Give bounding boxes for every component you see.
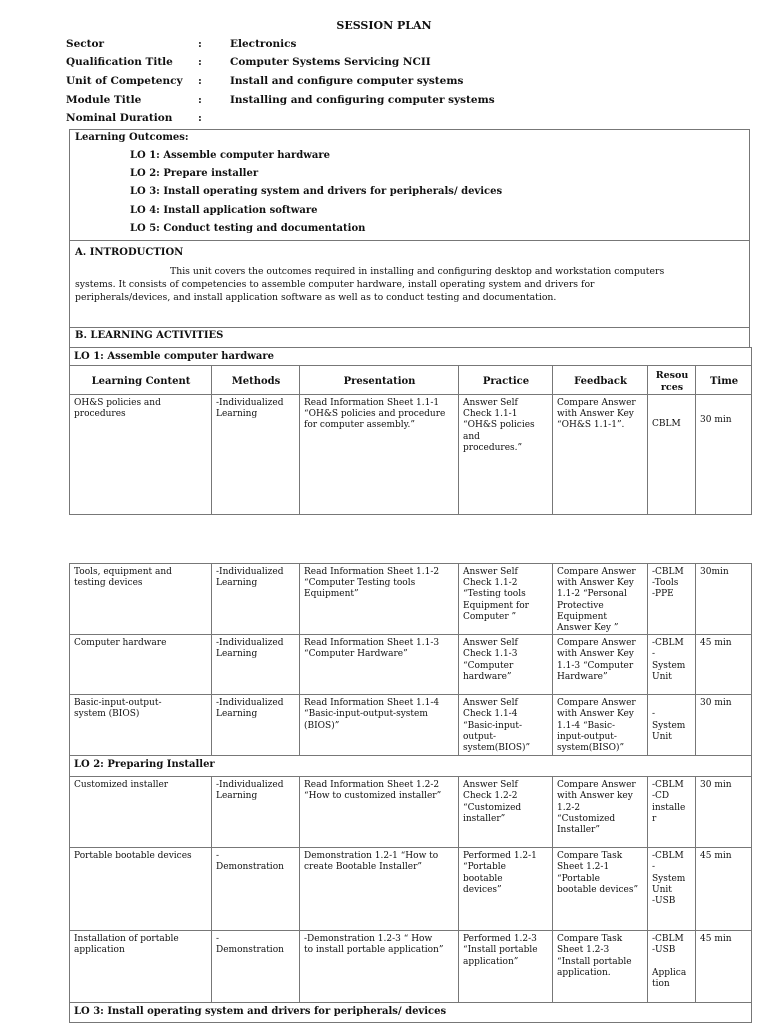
intro-line: peripherals/devices, and install application software as well as to conduct testing and documentation. (75, 292, 557, 303)
cell-time: 30 min (696, 695, 752, 756)
cell-methods: -Individualized Learning (212, 695, 300, 756)
cell-feedback: Compare Answer with Answer key 1.2-2 “Customized Installer” (553, 777, 648, 848)
cell-resources: -CBLM - System Unit -USB (648, 848, 696, 931)
cell-presentation: Read Information Sheet 1.1-3 “Computer Hardware” (300, 635, 459, 695)
cell-time: 45 min (696, 931, 752, 1003)
cell-content: Customized installer (70, 777, 212, 848)
cell-practice: Answer Self Check 1.2-2 “Customized installer” (459, 777, 553, 848)
cell-presentation: Read Information Sheet 1.1-1 “OH&S policies and procedure for computer assembly.” (300, 395, 459, 515)
cell-time: 45 min (696, 635, 752, 695)
table-row (70, 564, 752, 635)
cell-resources: -CBLM -CD installe r (648, 777, 696, 848)
header-presentation: Presentation (300, 366, 459, 395)
cell-methods: -Individualized Learning (212, 395, 300, 515)
meta-colon: : (198, 112, 202, 124)
learning-outcomes-box (69, 129, 750, 241)
cell-feedback: Compare Answer with Answer Key 1.1-4 “Basic- input-output- system(BISO)” (553, 695, 648, 756)
header-learning-content: Learning Content (70, 366, 212, 395)
meta-colon: : (198, 75, 202, 87)
cell-presentation: Read Information Sheet 1.1-4 “Basic-input-output-system (BIOS)” (300, 695, 459, 756)
header-time: Time (696, 366, 752, 395)
cell-resources: -CBLM -USB Applica tion (648, 931, 696, 1003)
cell-presentation: Demonstration 1.2-1 “How to create Bootable Installer” (300, 848, 459, 931)
cell-content: Tools, equipment and testing devices (70, 564, 212, 635)
meta-label: Unit of Competency (66, 75, 183, 87)
cell-time: 45 min (696, 848, 752, 931)
cell-presentation: -Demonstration 1.2-3 “ How to install portable application” (300, 931, 459, 1003)
table-row (70, 635, 752, 695)
cell-time: 30min (696, 564, 752, 635)
cell-time: 30 min (696, 395, 752, 515)
header-resources: Resou rces (648, 366, 696, 395)
outcome-item: LO 4: Install application software (130, 205, 318, 216)
cell-practice: Answer Self Check 1.1-4 “Basic-input- output- system(BIOS)” (459, 695, 553, 756)
lo1-title: LO 1: Assemble computer hardware (70, 348, 752, 366)
cell-content: Computer hardware (70, 635, 212, 695)
cell-methods: -Individualized Learning (212, 777, 300, 848)
cell-resources: -CBLM - System Unit (648, 635, 696, 695)
cell-practice: Answer Self Check 1.1-1 “OH&S policies and procedures.” (459, 395, 553, 515)
cell-content: Portable bootable devices (70, 848, 212, 931)
lo3-title: LO 3: Install operating system and drivers for peripherals/ devices (70, 1003, 752, 1023)
outcome-item: LO 2: Prepare installer (130, 168, 259, 179)
cell-methods: -Individualized Learning (212, 564, 300, 635)
cell-feedback: Compare Answer with Answer Key 1.1-2 “Personal Protective Equipment Answer Key ” (553, 564, 648, 635)
cell-practice: Performed 1.2-1 “Portable bootable devices” (459, 848, 553, 931)
meta-colon: : (198, 38, 202, 50)
cell-time: 30 min (696, 777, 752, 848)
table-row (70, 395, 752, 515)
meta-colon: : (198, 94, 202, 106)
activities-heading: B. LEARNING ACTIVITIES (75, 330, 224, 341)
meta-value: Computer Systems Servicing NCII (230, 56, 431, 68)
cell-content: Basic-input-output- system (BIOS) (70, 695, 212, 756)
cell-presentation: Read Information Sheet 1.1-2 “Computer Testing tools Equipment” (300, 564, 459, 635)
lo1-table (69, 347, 752, 515)
lo2-title: LO 2: Preparing Installer (70, 756, 752, 777)
introduction-heading: A. INTRODUCTION (75, 247, 184, 258)
outcome-item: LO 5: Conduct testing and documentation (130, 223, 366, 234)
learning-activities-box (69, 327, 750, 348)
cell-feedback: Compare Task Sheet 1.2-1 “Portable bootable devices” (553, 848, 648, 931)
header-feedback: Feedback (553, 366, 648, 395)
header-practice: Practice (459, 366, 553, 395)
outcome-item: LO 3: Install operating system and drivers for peripherals/ devices (130, 186, 503, 197)
table-row (70, 931, 752, 1003)
outcome-item: LO 1: Assemble computer hardware (130, 150, 331, 161)
cell-feedback: Compare Answer with Answer Key 1.1-3 “Computer Hardware” (553, 635, 648, 695)
cell-practice: Answer Self Check 1.1-2 “Testing tools Equipment for Computer ” (459, 564, 553, 635)
outcomes-heading: Learning Outcomes: (75, 132, 189, 143)
header-methods: Methods (212, 366, 300, 395)
table-row (70, 695, 752, 756)
cell-resources: CBLM (648, 395, 696, 515)
continued-table (69, 563, 752, 1023)
introduction-box (69, 240, 750, 328)
cell-practice: Answer Self Check 1.1-3 “Computer hardware” (459, 635, 553, 695)
meta-colon: : (198, 56, 202, 68)
cell-methods: - Demonstration (212, 931, 300, 1003)
meta-value: Install and configure computer systems (230, 75, 464, 87)
meta-label: Module Title (66, 94, 142, 106)
meta-label: Sector (66, 38, 105, 50)
cell-methods: - Demonstration (212, 848, 300, 931)
cell-content: Installation of portable application (70, 931, 212, 1003)
table-row (70, 848, 752, 931)
intro-line: This unit covers the outcomes required in installing and configuring desktop and workstation computers (170, 266, 665, 277)
table-row (70, 777, 752, 848)
meta-label: Nominal Duration (66, 112, 173, 124)
cell-feedback: Compare Answer with Answer Key “OH&S 1.1-1”. (553, 395, 648, 515)
cell-presentation: Read Information Sheet 1.2-2 “How to customized installer” (300, 777, 459, 848)
cell-practice: Performed 1.2-3 “Install portable application” (459, 931, 553, 1003)
cell-resources: -CBLM -Tools -PPE (648, 564, 696, 635)
cell-resources: - System Unit (648, 695, 696, 756)
cell-feedback: Compare Task Sheet 1.2-3 “Install portable application. (553, 931, 648, 1003)
meta-label: Qualification Title (66, 56, 173, 68)
intro-line: systems. It consists of competencies to assemble computer hardware, install operating system and drivers for (75, 279, 595, 290)
page-title: SESSION PLAN (336, 19, 432, 32)
meta-value: Installing and configuring computer systems (230, 94, 495, 106)
cell-methods: -Individualized Learning (212, 635, 300, 695)
meta-value: Electronics (230, 38, 297, 50)
cell-content: OH&S policies and procedures (70, 395, 212, 515)
